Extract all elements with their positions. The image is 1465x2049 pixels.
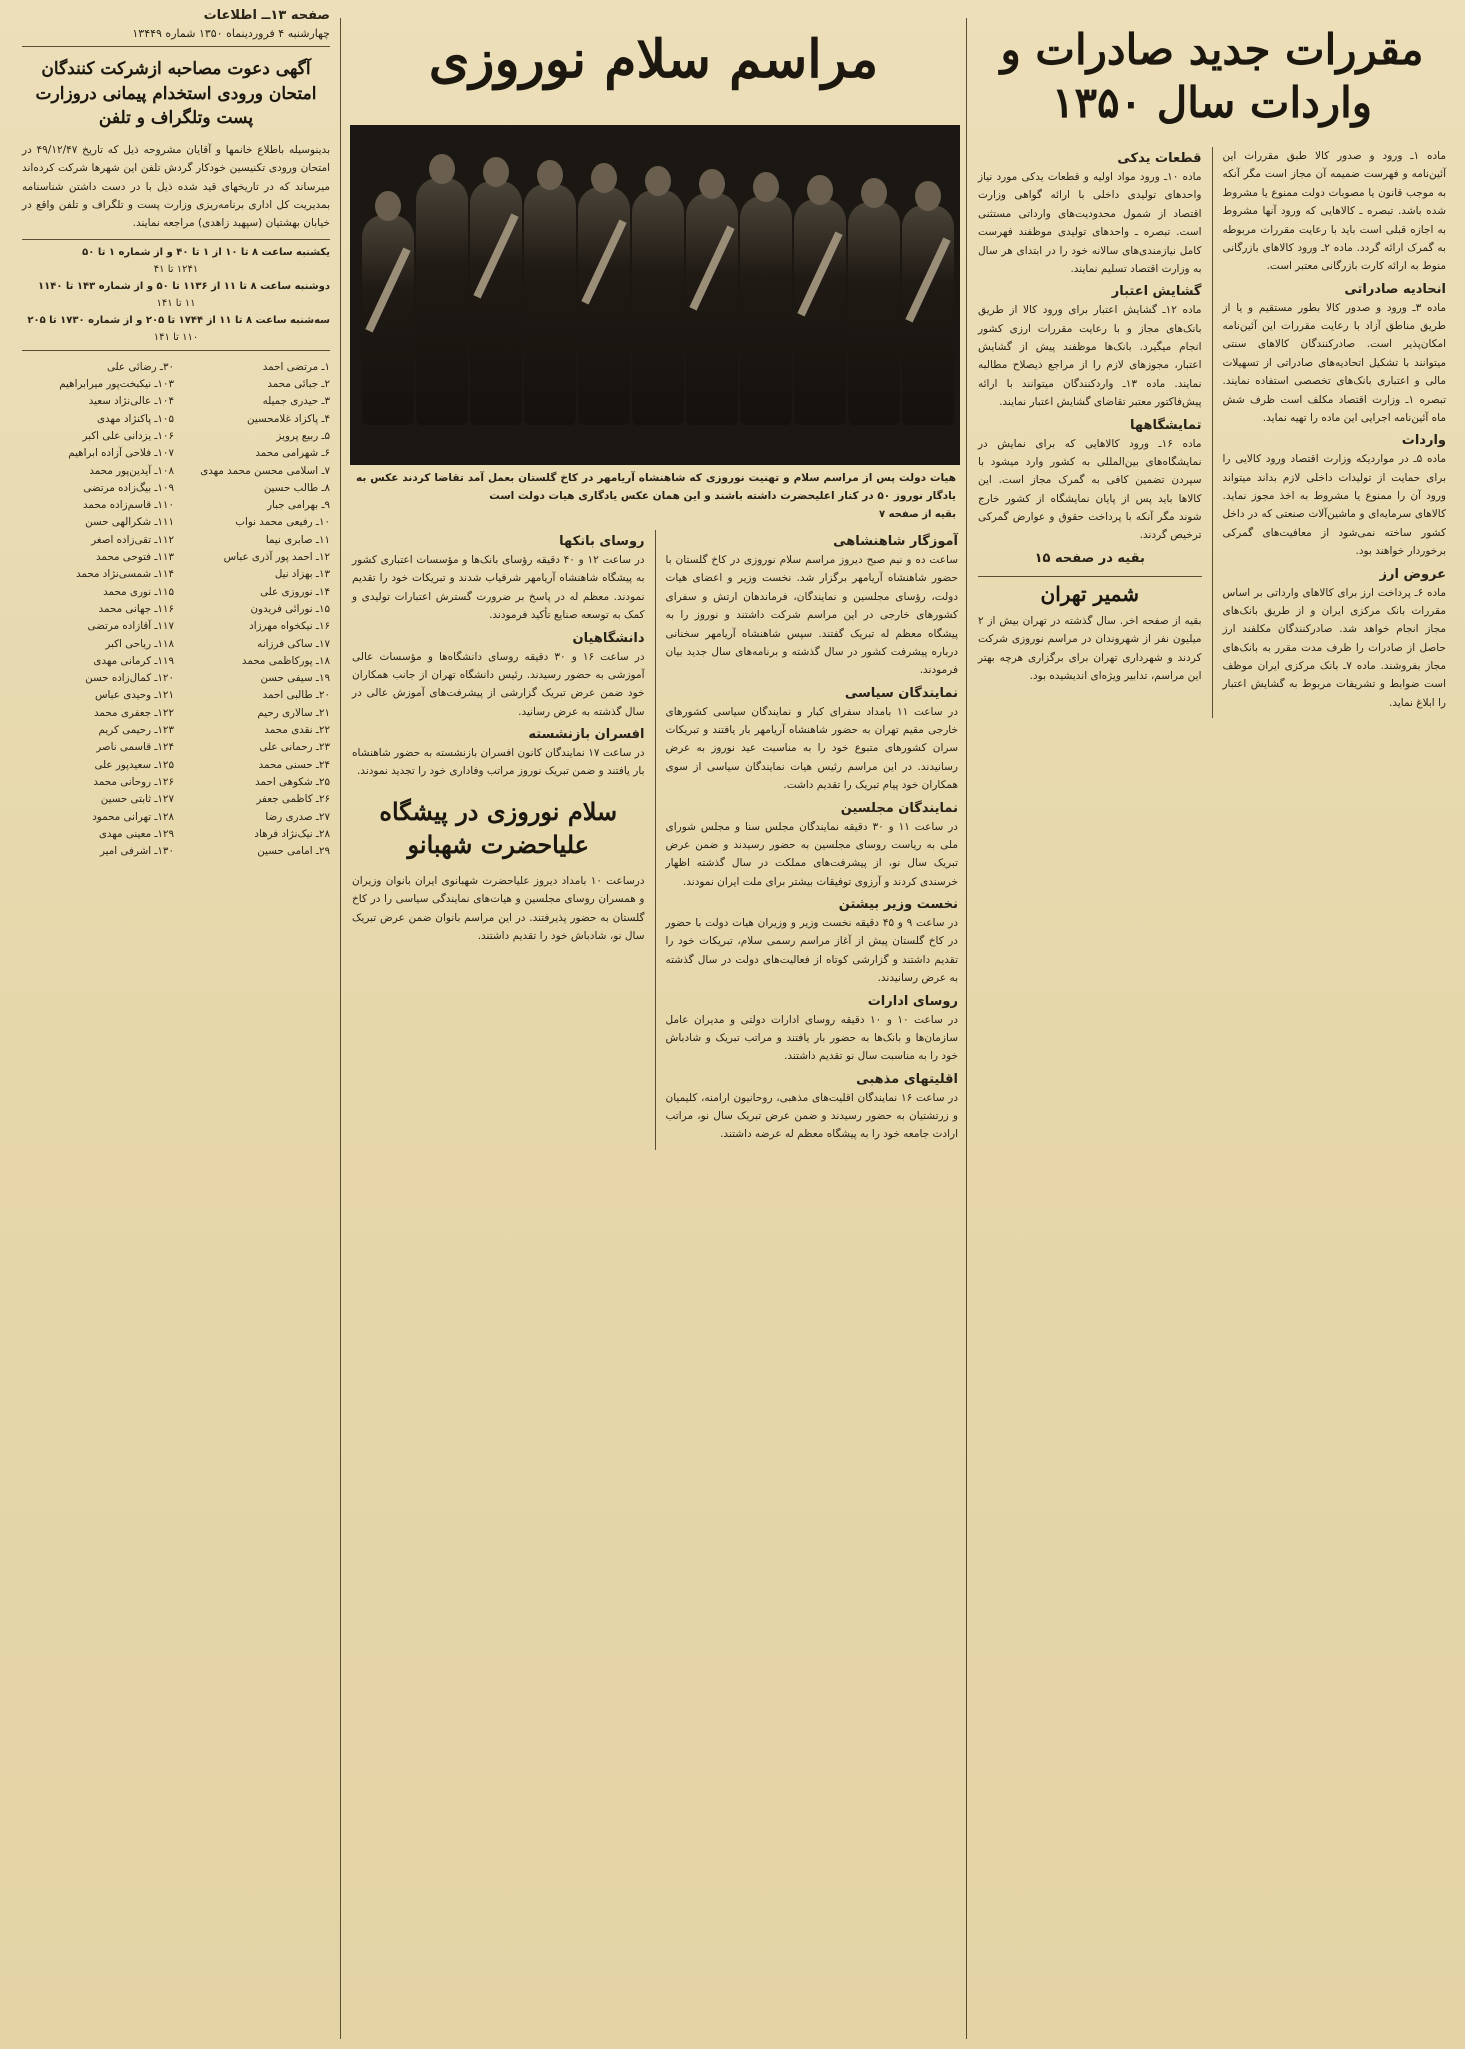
section-body: ماده ۱۶ـ ورود کالاهایی که برای نمایش در نمایشگاه‌های بین‌المللی به کشور وارد میشود با سپردن تضمین کافی به گمرک مجاز است. این کالاها باید پس از پایان نمایشگاه از کشور خارج شوند مگر آنکه با پرداخت حقوق و عوارض گمرکی ترخیص گردند. xyxy=(977,437,1202,542)
section-title: عروض ارز xyxy=(1379,566,1446,582)
name-list-item: ۲۷ـ صدری رضا xyxy=(265,810,330,823)
name-list-item: ۲۶ـ کاظمی جعفر xyxy=(256,793,330,806)
schedule-line: سه‌شنبه ساعت ۸ تا ۱۱ از ۱۷۴۴ تا ۲۰۵ و از شماره ۱۷۳۰ تا ۲۰۵ xyxy=(27,314,330,326)
name-list-item: ۱۰۳ـ نیکبخت‌پور میرابراهیم xyxy=(59,378,174,391)
section-body: ساعت ده و نیم صبح دیروز مراسم سلام نوروزی در کاخ گلستان با حضور شاهنشاه آریامهر برگزار شد. نخست وزیر و اعضای هیات دولت، رؤسای مجلسین و نمایندگان، فرماندهان ارتش و سفرای کشورهای خارجی در این مراسم شرکت داشتند و نوروز را به پیشگاه معظم له تبریک گفتند. سپس شاهنشاه آریامهر سخنانی درباره پیشرفت کشور در سال گذشته و برنامه‌های سال جدید بیان فرمودند. xyxy=(665,554,958,677)
right-column-left xyxy=(978,147,1202,718)
tehran-headline: شمیر تهران xyxy=(978,576,1202,606)
name-list-item: ۱۲۹ـ معینی مهدی xyxy=(98,827,174,840)
photo-figure-head xyxy=(645,166,671,196)
name-list-item: ۲۴ـ حسنی محمد xyxy=(258,758,330,771)
name-list-item: ۳ـ حیدری جمیله xyxy=(262,395,330,408)
section-title: گشایش اعتبار xyxy=(1111,284,1202,300)
photo-figure-head xyxy=(375,191,401,221)
name-list-item: ۱۲۱ـ وحیدی عباس xyxy=(94,689,174,702)
right-story xyxy=(972,0,1452,2049)
name-list-item: ۷ـ اسلامی محسن محمد مهدی xyxy=(200,464,330,477)
name-list-item: ۱ـ مرتضی احمد xyxy=(262,360,330,373)
schedule-line: یکشنبه ساعت ۸ تا ۱۰ از ۱ تا ۴۰ و از شماره ۱ تا ۵۰ xyxy=(82,246,330,258)
name-list-item: ۱۲۳ـ رحیمی کریم xyxy=(98,724,174,737)
photo-figure-head xyxy=(753,172,779,202)
section-body: در ساعت ۱۰ و ۱۰ دقیقه روسای ادارات دولتی و مدیران عامل سازمان‌ها و بانک‌ها به حضور بار یافتند و مراتب تبریک و شادباش خود را به مناسبت سال نو تقدیم داشتند. xyxy=(665,1013,958,1063)
section-body: در ساعت ۱۲ و ۴۰ دقیقه رؤسای بانک‌ها و مؤسسات اعتباری کشور به پیشگاه شاهنشاه آریامهر شرفیاب شدند و تبریکات خود را تقدیم نمودند. معظم له در پاسخ بر ضرورت گسترش اعتبارات تولیدی و کمک به توسعه صنایع تأکید فرمودند. xyxy=(352,554,645,622)
section-title: نمایندگان مجلسین xyxy=(840,800,958,816)
section-title: تمایشگاهها xyxy=(1129,417,1202,433)
section-title: افسران بازنشسته xyxy=(528,727,645,742)
name-list-item: ۱۳۰ـ اشرفی امیر xyxy=(100,845,174,858)
center-headline: مراسم سلام نوروزی xyxy=(428,29,879,90)
name-list-item: ۱۲۵ـ سعیدپور علی xyxy=(94,758,174,771)
name-list-item: ۱۱۷ـ آقازاده مرتضی xyxy=(87,620,174,633)
name-list-item: ۱۹ـ سیفی حسن xyxy=(260,672,330,685)
section-title: انحادیه صادراتی xyxy=(1344,281,1446,297)
section-body: ماده ۳ـ ورود و صدور کالا بطور مستقیم و یا از طریق مناطق آزاد با رعایت مقررات این آئین‌نامه امکان‌پذیر است. صادرکنندگان کالاهای سنتی میتوانند با تشکیل اتحادیه‌های صادراتی از تسهیلات مالی و اعتباری بانک‌های تخصصی استفاده نمایند. تبصره ۱ـ وزارت اقتصاد مکلف است ظرف شش ماه آئین‌نامه اجرایی این ماده را تهیه نماید. xyxy=(1222,301,1446,424)
name-list-item: ۱۱۹ـ کرمانی مهدی xyxy=(93,654,174,667)
name-list-item: ۱۰۵ـ پاکنژاد مهدی xyxy=(96,412,174,425)
center-column-left xyxy=(352,530,645,1150)
section-title: روسای ادارات xyxy=(867,993,958,1009)
photo-figure-head xyxy=(807,175,833,205)
name-list-item: ۲۸ـ نیک‌نژاد فرهاد xyxy=(254,827,330,840)
section-body: ماده ۶ـ پرداخت ارز برای کالاهای وارداتی بر اساس مقررات بانک مرکزی ایران و از طریق بانک‌های مجاز انجام خواهد شد. صادرکنندگان مکلفند ارز حاصل از صادرات را ظرف مدت مقرر به بانک‌های مجاز بفروشند. ماده ۷ـ بانک مرکزی ایران موظف است ضوابط و تشریفات مربوط به گشایش اعتبار را ابلاغ نماید. xyxy=(1222,586,1446,709)
name-list-item: ۲ـ جبائی محمد xyxy=(267,378,330,391)
section-title: واردات xyxy=(1401,433,1446,449)
ad-intro: بدینوسیله باطلاع خانمها و آقایان مشروحه ذیل که تاریخ ۴۹/۱۲/۴۷ در امتحان ورودی تکنیسین خودکار گردش تلفن این شهرها شرکت کرده‌اند میرساند که در تاریخهای قید شده ذیل با در دست داشتن شناسنامه بمدیریت کل اداری برنامه‌ریزی وزارت پست و تلگراف و تلفن واقع در خیابان بهشتیان (سپهبد زاهدی) مراجعه نمایند. xyxy=(22,143,330,230)
issue-date: چهارشنبه ۴ فروردینماه ۱۳۵۰ شماره ۱۳۴۴۹ xyxy=(132,27,330,40)
name-list-item: ۱۶ـ نیکخواه مهرزاد xyxy=(249,620,330,633)
masthead xyxy=(22,8,330,47)
section-body: درساعت ۱۰ بامداد دیروز علیاحضرت شهبانوی ایران بانوان وزیران و همسران روسای مجلسین و هیات‌های نمایندگی سیاسی را در کاخ گلستان به حضور پذیرفتند. در این مراسم بانوان ضمن عرض تبریک سال نو، شادباش خود را تقدیم داشتند. xyxy=(352,874,645,943)
section-body: در ساعت ۱۶ نمایندگان اقلیت‌های مذهبی، روحانیون ارامنه، کلیمیان و زرتشتیان به حضور رسیدند و ضمن عرض تبریک سال نو، مراتب ارادت جامعه خود را به پیشگاه معظم له عرضه داشتند. xyxy=(665,1091,959,1141)
section-body: بقیه از صفحه اخر. سال گذشته در تهران بیش از ۲ میلیون نفر از شهروندان در مراسم نوروزی شرکت کردند و شهرداری تهران برای برگزاری هرچه بهتر این مراسم، تدابیر ویژه‌ای اندیشیده بود. xyxy=(977,614,1202,682)
name-list-item: ۶ـ شهرامی محمد xyxy=(255,447,330,460)
page-number: صفحه ۱۳ــ اطلاعات xyxy=(203,8,330,23)
name-list-item: ۹ـ بهرامی جبار xyxy=(267,499,330,512)
photo-caption: هیات دولت پس از مراسم سلام و تهنیت نوروزی که شاهنشاه آریامهر در کاخ گلستان بعمل آمد تقاضا کردند عکس به یادگار نوروز ۵۰ در کنار اعلیحضرت داشته باشند و این همان عکس یادگاری هیات دولت است xyxy=(356,472,956,502)
photo-figure xyxy=(416,178,468,425)
name-lists xyxy=(22,359,330,861)
name-list-item: ۱۰۴ـ عالی‌نژاد سعید xyxy=(88,395,174,408)
section-title: نخست وزیر بیشتن xyxy=(838,897,958,912)
photo-figure-head xyxy=(915,181,941,211)
right-columns xyxy=(978,147,1446,718)
name-list-item: ۱۱ـ صابری نیما xyxy=(265,533,330,546)
photo-figure-head xyxy=(699,169,725,199)
name-list-left xyxy=(24,359,174,861)
section-body: ماده ۱۲ـ گشایش اعتبار برای ورود کالا از طریق بانک‌های مجاز و با رعایت مقررات ارزی کشور انجام میگیرد. بانک‌ها موظفند پیش از گشایش اعتبار، مجوزهای لازم را از مراجع ذیصلاح مطالبه نمایند. ماده ۱۳ـ واردکنندگان میتوانند با ارائه پیش‌فاکتور معتبر تقاضای گشایش اعتبار نمایند. xyxy=(977,304,1202,409)
ad-schedule xyxy=(22,239,330,351)
name-list-item: ۱۱۶ـ جهانی محمد xyxy=(98,602,174,615)
section-title: قطعات یدکی xyxy=(1117,151,1202,166)
name-list-item: ۱۲۸ـ تهرانی محمود xyxy=(92,810,174,823)
ad-column xyxy=(18,0,336,2049)
name-list-item: ۱۲ـ احمد پور آذری عباس xyxy=(223,551,330,564)
section-body: ماده ۱ـ ورود و صدور کالا طبق مقررات این آئین‌نامه و فهرست ضمیمه آن مجاز است مگر آنکه به موجب قانون یا مصوبات دولت ممنوع یا مشروط شده باشد. تبصره ـ کالاهایی که ورود آنها مشروط به اجازه قبلی است باید با رعایت مقررات مربوطه به گمرک ارائه گردد. ماده ۲ـ ورود کالاهای بازرگانی منوط به ارائه کارت بازرگانی معتبر است. xyxy=(1222,150,1446,273)
section-body: ماده ۵ـ در مواردیکه وزارت اقتصاد ورود کالایی را برای حمایت از تولیدات داخلی لازم بداند میتواند ورود آن را ممنوع یا مشروط به اخذ مجوز نماید. کالاهای سرمایه‌ای و ماشین‌آلات صنعتی که در داخل کشور ساخته نمی‌شود از معافیت‌های گمرکی برخوردار خواهند بود. xyxy=(1222,453,1446,558)
schedule-line: ۱۲۴۱ تا ۴۱ xyxy=(153,263,199,275)
continued-note: بقیه از صفحه ۷ xyxy=(879,509,956,520)
name-list-item: ۱۲۲ـ جعفری محمد xyxy=(94,706,174,719)
section-title: آموزگار شاهنشاهی xyxy=(833,534,958,549)
section-body: در ساعت ۱۱ و ۳۰ دقیقه نمایندگان مجلس سنا و مجلس شورای ملی به ریاست روسای مجلسین به حضور رسیدند و ضمن عرض تبریک سال نو، از پیشرفت‌های مملکت در سال گذشته اظهار خرسندی کردند و آرزوی توفیقات بیشتر برای ملت ایران نمودند. xyxy=(665,820,958,888)
photo-figure-head xyxy=(537,160,563,190)
continued-note: بقیه در صفحه ۱۵ xyxy=(1034,550,1145,566)
name-list-item: ۵ـ ربیع پرویز xyxy=(276,429,330,442)
name-list-item: ۱۲۷ـ ثابتی حسین xyxy=(100,793,174,806)
name-list-item: ۱۲۰ـ کمال‌زاده حسن xyxy=(85,672,174,685)
name-list-item: ۱۳ـ بهزاد نیل xyxy=(274,568,330,581)
name-list-item: ۱۲۴ـ قاسمی ناصر xyxy=(96,741,174,754)
name-list-item: ۱۰۶ـ یزدانی علی اکبر xyxy=(82,429,174,442)
name-list-item: ۱۰۸ـ آیدین‌پور محمد xyxy=(89,464,174,477)
shahbanu-headline: سلام نوروزی در پیشگاه علیاحضرت شهبانو xyxy=(379,796,618,860)
name-list-item: ۱۱۵ـ نوری محمد xyxy=(103,585,174,598)
name-list-item: ۸ـ طالب حسین xyxy=(263,481,330,494)
section-body: در ساعت ۹ و ۴۵ دقیقه نخست وزیر و وزیران هیات دولت با حضور در کاخ گلستان پیش از آغاز مراسم رسمی سلام، تبریکات خود را تقدیم داشتند و گزارشی کوتاه از فعالیت‌های دولت در سال گذشته به عرض رسانیدند. xyxy=(665,917,959,985)
right-column-right xyxy=(1222,147,1446,718)
name-list-item: ۱۱۰ـ قاسم‌زاده محمد xyxy=(82,499,174,512)
name-list-item: ۲۹ـ امامی حسین xyxy=(257,845,330,858)
name-list-item: ۱۱۴ـ شمسی‌نژاد محمد xyxy=(75,568,174,581)
name-list-item: ۱۸ـ پورکاظمی محمد xyxy=(241,654,330,667)
name-list-item: ۱۰۹ـ بیگ‌زاده مرتضی xyxy=(83,481,174,494)
section-body: در ساعت ۱۷ نمایندگان کانون افسران بازنشسته به حضور شاهنشاه بار یافتند و ضمن تبریک نوروز مراتب وفاداری خود را تجدید نمودند. xyxy=(352,747,645,778)
photo-figure xyxy=(524,184,576,425)
name-list-item: ۲۲ـ نقدی محمد xyxy=(264,724,330,737)
name-list-item: ۱۱۲ـ تقی‌زاده اصغر xyxy=(91,533,174,546)
section-title: روسای بانکها xyxy=(559,534,645,549)
center-columns xyxy=(352,530,958,1150)
name-list-item: ۲۰ـ طالبی احمد xyxy=(262,689,330,702)
center-column-right xyxy=(666,530,959,1150)
section-body: در ساعت ۱۶ و ۳۰ دقیقه روسای دانشگاه‌ها و مؤسسات عالی آموزشی به حضور رسیدند. رئیس دانشگاه تهران از جانب همکاران خود ضمن عرض تبریک گزارشی از پیشرفت‌های آموزش عالی در سال گذشته به عرض رسانید. xyxy=(352,650,645,718)
section-title: دانشگاهیان xyxy=(572,630,645,646)
name-list-item: ۱۷ـ ساکی فرزانه xyxy=(257,637,330,650)
photo-figure-head xyxy=(591,163,617,193)
name-list-item: ۱۰ـ رفیعی محمد نواب xyxy=(235,516,330,529)
name-list-item: ۲۵ـ شکوهی احمد xyxy=(255,775,330,788)
schedule-line: دوشنبه ساعت ۸ تا ۱۱ از ۱۱۳۶ تا ۵۰ و از شماره ۱۴۳ تا ۱۱۴۰ xyxy=(38,280,330,292)
cabinet-photo xyxy=(350,125,960,465)
name-list-right xyxy=(180,359,330,861)
name-list-item: ۱۲۶ـ روحانی محمد xyxy=(93,775,174,788)
section-title: نمایندگان سیاسی xyxy=(844,685,958,701)
name-list-item: ۱۰۷ـ فلاحی آزاده ابراهیم xyxy=(68,447,174,460)
schedule-line: ۱۱ تا ۱۴۱ xyxy=(156,297,196,309)
name-list-item: ۲۳ـ رحمانی علی xyxy=(259,741,330,754)
name-list-item: ۱۱۱ـ شکرالهی حسن xyxy=(85,516,174,529)
name-list-item: ۲۱ـ سالاری رحیم xyxy=(257,706,330,719)
name-list-item: ۴ـ پاکزاد غلامحسین xyxy=(247,412,330,425)
name-list-item: ۱۴ـ نوروزی علی xyxy=(260,585,330,598)
ad-title: آگهی دعوت مصاحبه ازشرکت کنندگان امتحان ورودی استخدام پیمانی دروزارت پست وتلگراف و تلفن xyxy=(35,59,317,129)
center-story xyxy=(346,0,961,2049)
name-list-item: ۱۵ـ نورائی فریدون xyxy=(250,602,330,615)
section-body: ماده ۱۰ـ ورود مواد اولیه و قطعات یدکی مورد نیاز واحدهای تولیدی داخلی با ارائه گواهی وزارت اقتصاد از شمول محدودیت‌های وارداتی مستثنی است. تبصره ـ واحدهای تولیدی موظفند فهرست کامل نیازمندی‌های سالانه خود را در ابتدای هر سال به وزارت اقتصاد تسلیم نمایند. xyxy=(977,171,1202,275)
name-list-item: ۱۱۳ـ فتوحی محمد xyxy=(96,551,174,564)
schedule-line: ۱۱۰ تا ۱۴۱ xyxy=(153,331,199,343)
photo-figure xyxy=(740,196,792,425)
photo-figure-head xyxy=(483,157,509,187)
name-list-item: ۱۱۸ـ ریاحی اکبر xyxy=(105,637,174,650)
section-title: اقلیتهای مذهبی xyxy=(856,1071,958,1087)
photo-figure-head xyxy=(429,154,455,184)
name-list-item: ۳۰ـ رضائی علی xyxy=(106,360,174,373)
photo-figure-head xyxy=(861,178,887,208)
section-body: در ساعت ۱۱ بامداد سفرای کبار و نمایندگان سیاسی کشورهای خارجی مقیم تهران به حضور شاهنشاه آریامهر بار یافتند و تبریکات سران کشورهای متبوع خود را به مناسبت عید نوروز به عرض رسانیدند. در این مراسم رئیس هیات نمایندگان سیاسی از سوی همکاران خود پیام تبریک را تقدیم داشت. xyxy=(665,705,958,792)
right-headline: مقررات جدید صادرات و واردات سال ۱۳۵۰ xyxy=(1000,25,1424,127)
photo-figure xyxy=(848,202,900,425)
photo-figure xyxy=(632,190,684,425)
